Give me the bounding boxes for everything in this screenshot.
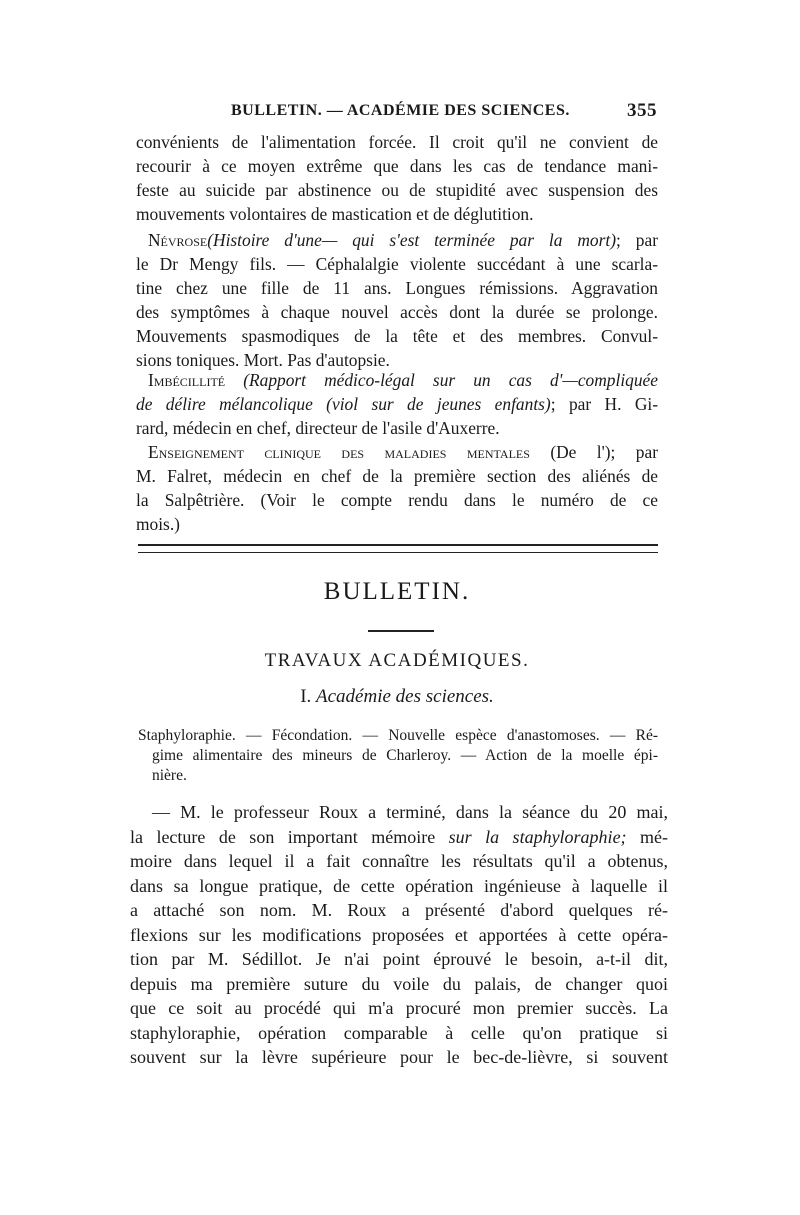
short-divider	[368, 630, 434, 632]
text-line: M. Falret, médecin en chef de la première section des aliénés de	[136, 466, 658, 486]
paragraph-imbecillite	[136, 368, 658, 440]
text-line: a attaché son nom. M. Roux a présenté d'abord quelques ré-	[130, 900, 668, 920]
text-line: dans sa longue pratique, de cette opération ingénieuse à laquelle il	[130, 875, 668, 896]
text-line: que ce soit au procédé qui m'a procuré mon premier succès. La	[130, 998, 668, 1018]
text-line: de délire mélancolique (viol sur de jeunes enfants); par H. Gi-	[136, 394, 658, 414]
text-line: flexions sur les modifications proposées et apportées à cette opéra-	[130, 924, 668, 945]
text-line: Imbécillité (Rapport médico-légal sur un cas d'—compliquée	[148, 370, 658, 390]
summary-line: nière.	[152, 767, 187, 784]
text-line: Mouvements spasmodiques de la tête et des membres. Convul-	[136, 326, 658, 346]
text-line: tion par M. Sédillot. Je n'ai point éprouvé le besoin, a-t-il dit,	[130, 949, 668, 969]
text-line: staphyloraphie, opération comparable à celle qu'on pratique si	[130, 1022, 668, 1043]
text-line: recourir à ce moyen extrême que dans les cas de tendance mani-	[136, 156, 658, 176]
text-line: la lecture de son important mémoire sur la staphyloraphie; mé-	[130, 826, 668, 847]
entry-term: Névrose	[148, 230, 208, 250]
text-line: des symptômes à chaque nouvel accès dont la durée se prolonge.	[136, 302, 658, 322]
text-line: mouvements volontaires de mastication et de déglutition.	[136, 204, 534, 224]
text-line: Névrose(Histoire d'une— qui s'est terminée par la mort); par	[148, 230, 658, 250]
body-paragraph	[130, 800, 668, 1070]
text-line: mois.)	[136, 514, 180, 534]
text-line: la Salpêtrière. (Voir le compte rendu dans le numéro de ce	[136, 490, 658, 510]
section-title: BULLETIN.	[323, 578, 471, 605]
page-number: 355	[627, 100, 657, 121]
text-line: rard, médecin en chef, directeur de l'asile d'Auxerre.	[136, 418, 500, 438]
entry-title: (Histoire d'une— qui s'est terminée par la mort)	[207, 230, 617, 250]
text-line: sions toniques. Mort. Pas d'autopsie.	[136, 350, 390, 370]
subsection-title: TRAVAUX ACADÉMIQUES.	[264, 650, 530, 671]
running-head-title: BULLETIN. — ACADÉMIE DES SCIENCES.	[231, 102, 570, 119]
text-line: convénients de l'alimentation forcée. Il croit qu'il ne convient de	[136, 132, 658, 152]
summary-line: gime alimentaire des mineurs de Charleroy. — Action de la moelle épi-	[152, 747, 658, 764]
summary-block	[138, 726, 658, 786]
text-line: souvent sur la lèvre supérieure pour le bec-de-lièvre, si souvent	[130, 1047, 668, 1067]
paragraph-nevrose	[136, 228, 658, 372]
text-line: — M. le professeur Roux a terminé, dans la séance du 20 mai,	[152, 802, 668, 822]
text-line: moire dans lequel il a fait connaître les résultats qu'il a obtenus,	[130, 851, 668, 871]
section-divider	[138, 544, 658, 553]
text-line: tine chez une fille de 11 ans. Longues rémissions. Aggravation	[136, 278, 658, 298]
entry-term: Imbécillité	[148, 370, 226, 390]
entry-term: Enseignement clinique des maladies mentales	[148, 442, 530, 462]
paragraph-alimentation	[136, 130, 658, 226]
summary-line: Staphyloraphie. — Fécondation. — Nouvelle espèce d'anastomoses. — Ré-	[138, 727, 658, 744]
text-line: Enseignement clinique des maladies mentales (De l'); par	[148, 442, 658, 462]
paragraph-enseignement	[136, 440, 658, 536]
running-head	[135, 100, 655, 124]
text-line: feste au suicide par abstinence ou de stupidité avec suspension des	[136, 180, 658, 200]
academy-heading: I. Académie des sciences.	[300, 686, 494, 707]
text-line: le Dr Mengy fils. — Céphalalgie violente succédant à une scarla-	[136, 254, 658, 274]
text-line: depuis ma première suture du voile du palais, de changer quoi	[130, 973, 668, 994]
